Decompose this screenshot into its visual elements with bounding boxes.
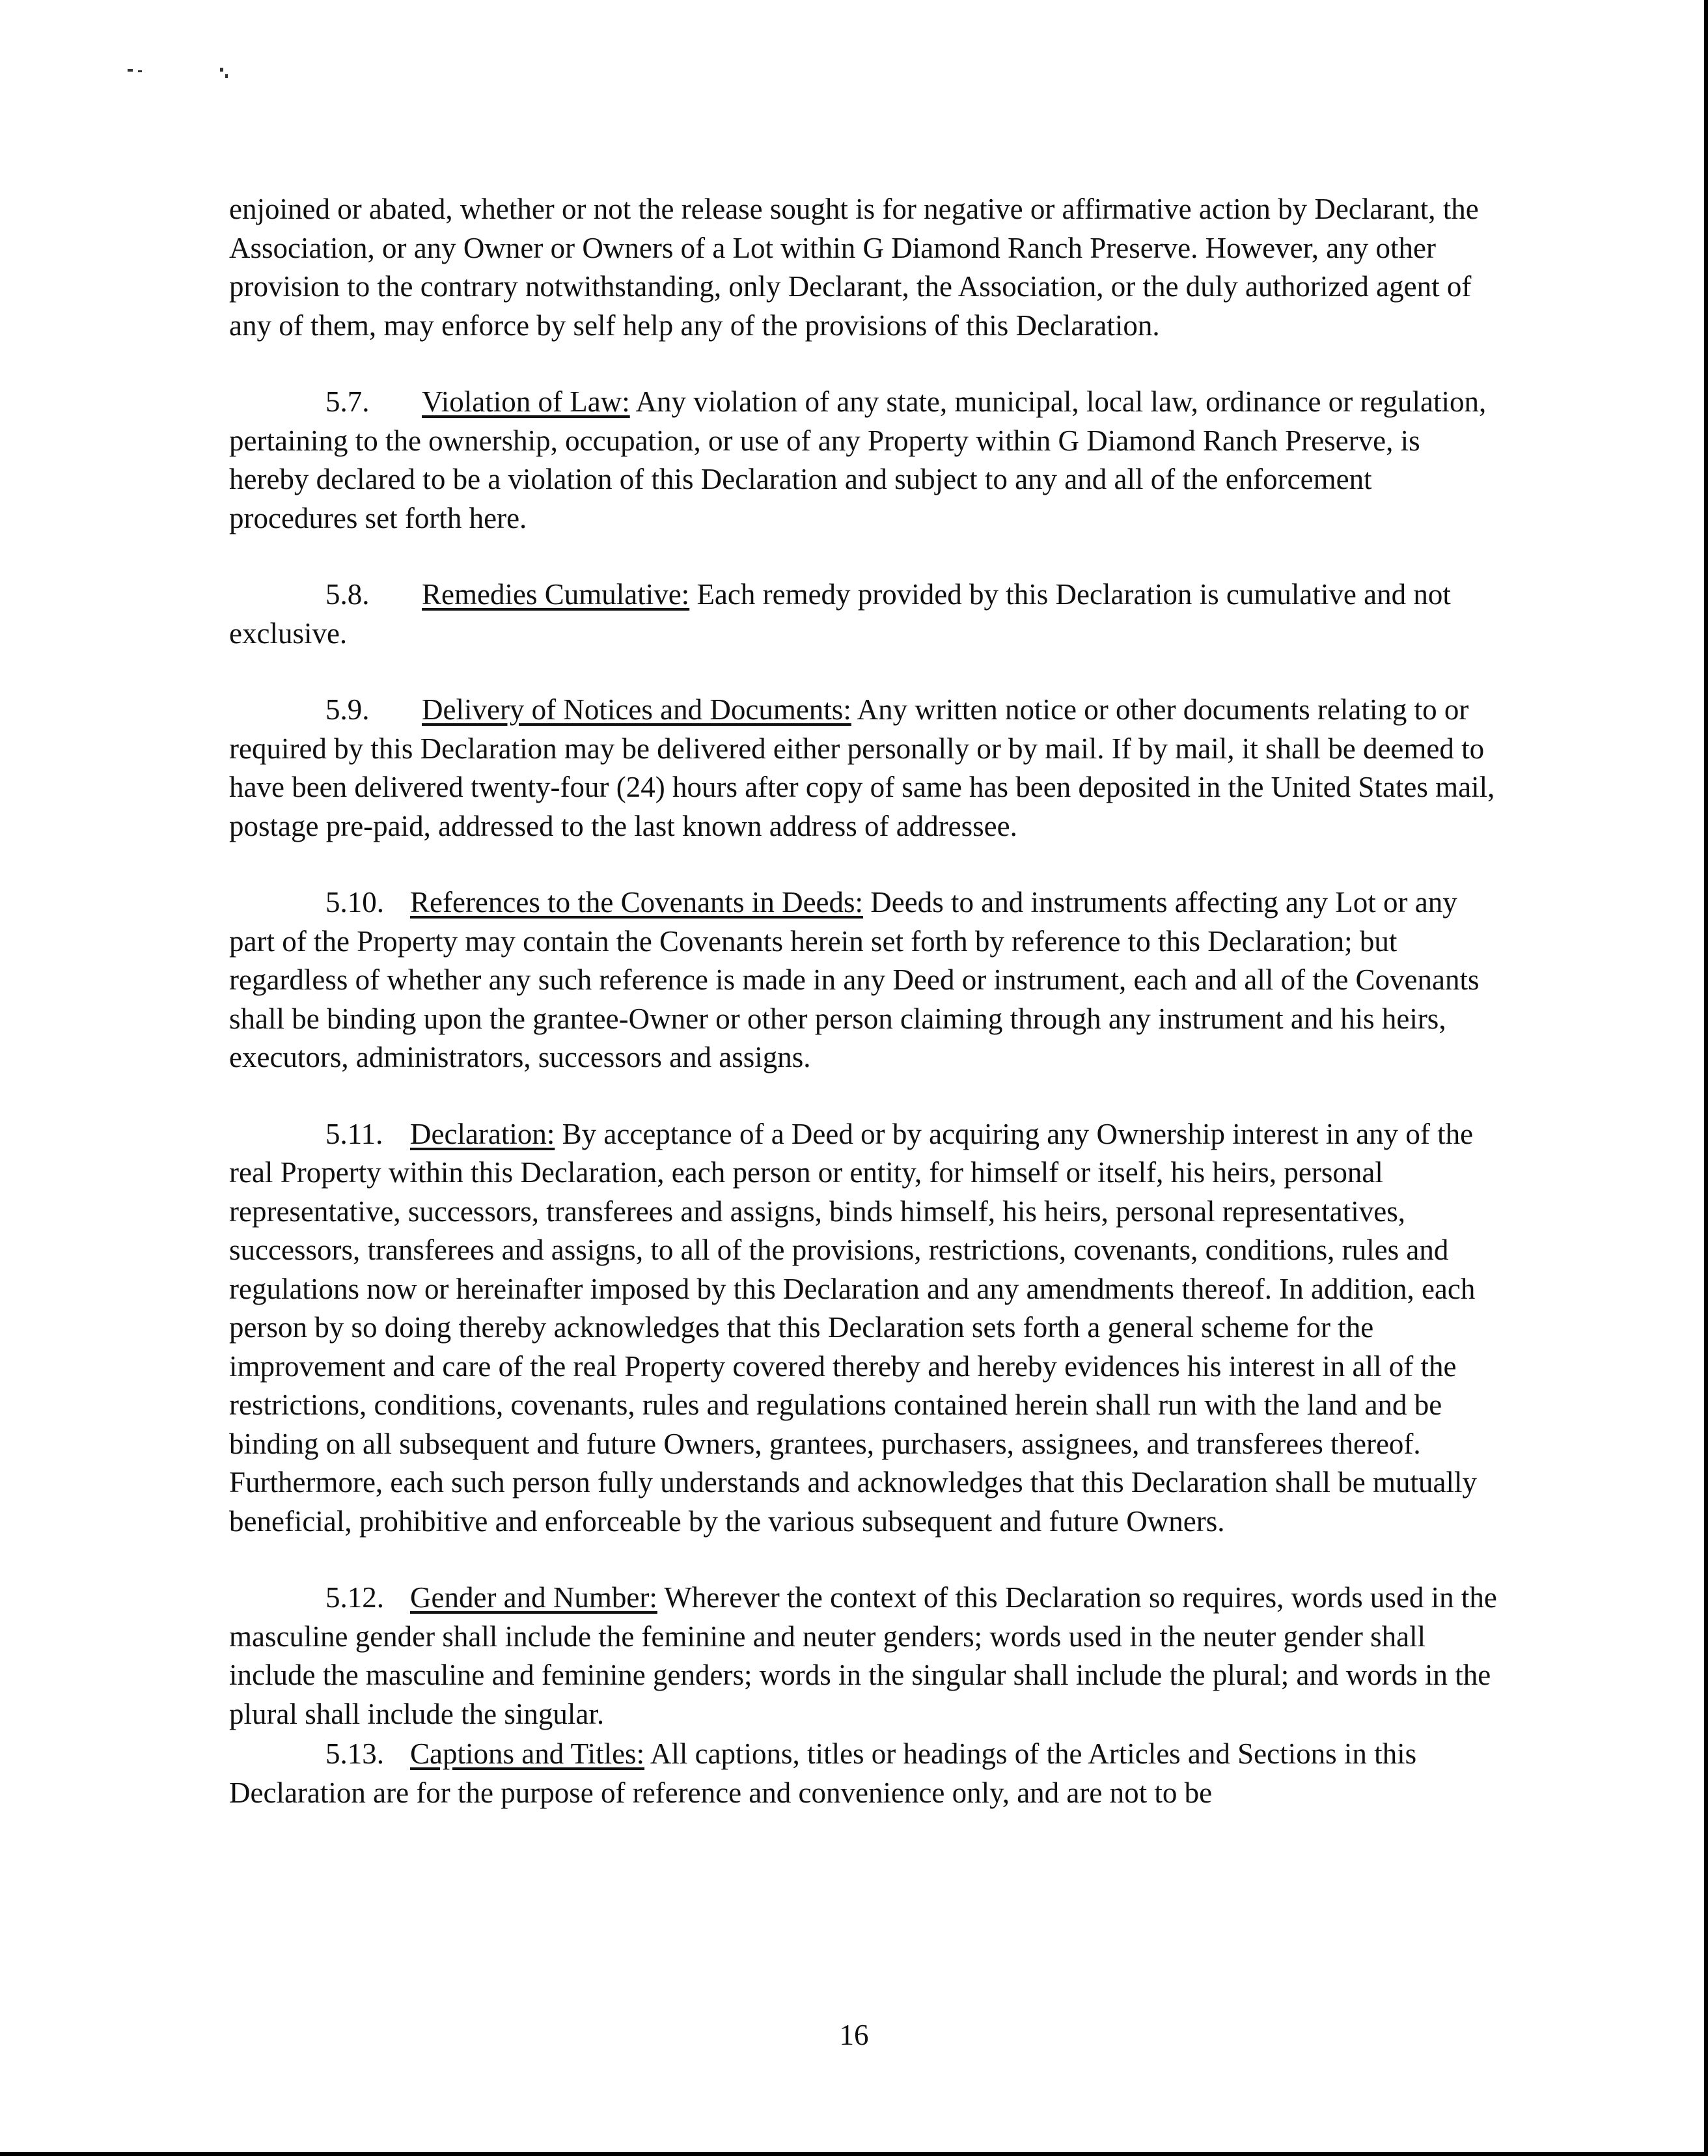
scan-speck	[138, 70, 142, 72]
section-number: 5.13.	[325, 1737, 384, 1770]
section-5-10	[229, 883, 1498, 1077]
section-text: Each remedy provided by this Declaration is cumulative and not exclusive.	[229, 578, 1451, 650]
intro-paragraph	[229, 190, 1498, 345]
section-number: 5.7.	[325, 385, 370, 418]
scan-speck	[128, 69, 133, 72]
scan-speck	[225, 74, 228, 78]
section-title: References to the Covenants in Deeds:	[410, 886, 864, 919]
section-title: Gender and Number:	[410, 1581, 657, 1614]
document-body	[229, 190, 1498, 1812]
section-title: Violation of Law:	[422, 385, 630, 418]
section-number: 5.8.	[325, 578, 370, 611]
section-title: Delivery of Notices and Documents:	[422, 693, 851, 726]
section-text: Deeds to and instruments affecting any Lot or any part of the Property may contain the Covenants herein set forth by reference to this Declaration; but regardless of whether any such reference is made in any Deed or instrument, each and all of the Covenants shall be binding upon the grantee-Owner or other person claiming through any instrument and his heirs, executors, administrators, successors and assigns.	[229, 886, 1480, 1073]
section-title: Declaration:	[410, 1117, 555, 1150]
intro-text: enjoined or abated, whether or not the release sought is for negative or affirmative action by Declarant, the Association, or any Owner or Owners of a Lot within G Diamond Ranch Preserve. However, any other provision to the contrary notwithstanding, only Declarant, the Association, or the duly authorized agent of any of them, may enforce by self help any of the provisions of this Declaration.	[229, 193, 1479, 342]
section-text: By acceptance of a Deed or by acquiring any Ownership interest in any of the real Property within this Declaration, each person or entity, for himself or itself, his heirs, personal representative, successors, transferees and assigns, binds himself, his heirs, personal representatives, successors, transferees and assigns, to all of the provisions, restrictions, covenants, conditions, rules and regulations now or hereinafter imposed by this Declaration and any amendments thereof. In addition, each person by so doing thereby acknowledges that this Declaration sets forth a general scheme for the improvement and care of the real Property covered thereby and hereby evidences his interest in all of the restrictions, conditions, covenants, rules and regulations contained herein shall run with the land and be binding on all subsequent and future Owners, grantees, purchasers, assignees, and transferees thereof. Furthermore, each such person fully understands and acknowledges that this Declaration shall be mutually beneficial, prohibitive and enforceable by the various subsequent and future Owners.	[229, 1117, 1477, 1538]
scan-speck	[220, 68, 223, 72]
section-5-9	[229, 691, 1498, 846]
section-text: Wherever the context of this Declaration so requires, words used in the masculine gender shall include the feminine and neuter genders; words used in the neuter gender shall include the masculine and feminine genders; words in the singular shall include the plural; and words in the plural shall include the singular.	[229, 1581, 1497, 1730]
section-text: Any violation of any state, municipal, local law, ordinance or regulation, pertaining to the ownership, occupation, or use of any Property within G Diamond Ranch Preserve, is hereby declared to be a violation of this Declaration and subject to any and all of the enforcement procedures set forth here.	[229, 385, 1487, 534]
section-number: 5.9.	[325, 693, 370, 726]
section-text: Any written notice or other documents relating to or required by this Declaration may be delivered either personally or by mail. If by mail, it shall be deemed to have been delivered twenty-four (24) hours after copy of same has been deposited in the United States mail, postage pre-paid, addressed to the last known address of addressee.	[229, 693, 1495, 842]
section-number: 5.12.	[325, 1581, 384, 1614]
section-title: Remedies Cumulative:	[422, 578, 690, 611]
section-number: 5.10.	[325, 886, 384, 919]
scan-border-right	[1704, 0, 1708, 2156]
section-5-8	[229, 575, 1498, 653]
section-5-13	[229, 1735, 1498, 1812]
section-5-12	[229, 1579, 1498, 1734]
section-5-7	[229, 383, 1498, 538]
page-number: 16	[839, 2019, 869, 2051]
section-number: 5.11.	[325, 1117, 383, 1150]
section-5-11	[229, 1115, 1498, 1541]
scan-border-bottom	[0, 2152, 1708, 2156]
section-text: All captions, titles or headings of the Articles and Sections in this Declaration are for the purpose of reference and convenience only, and are not to be	[229, 1737, 1417, 1809]
section-title: Captions and Titles:	[410, 1737, 645, 1770]
